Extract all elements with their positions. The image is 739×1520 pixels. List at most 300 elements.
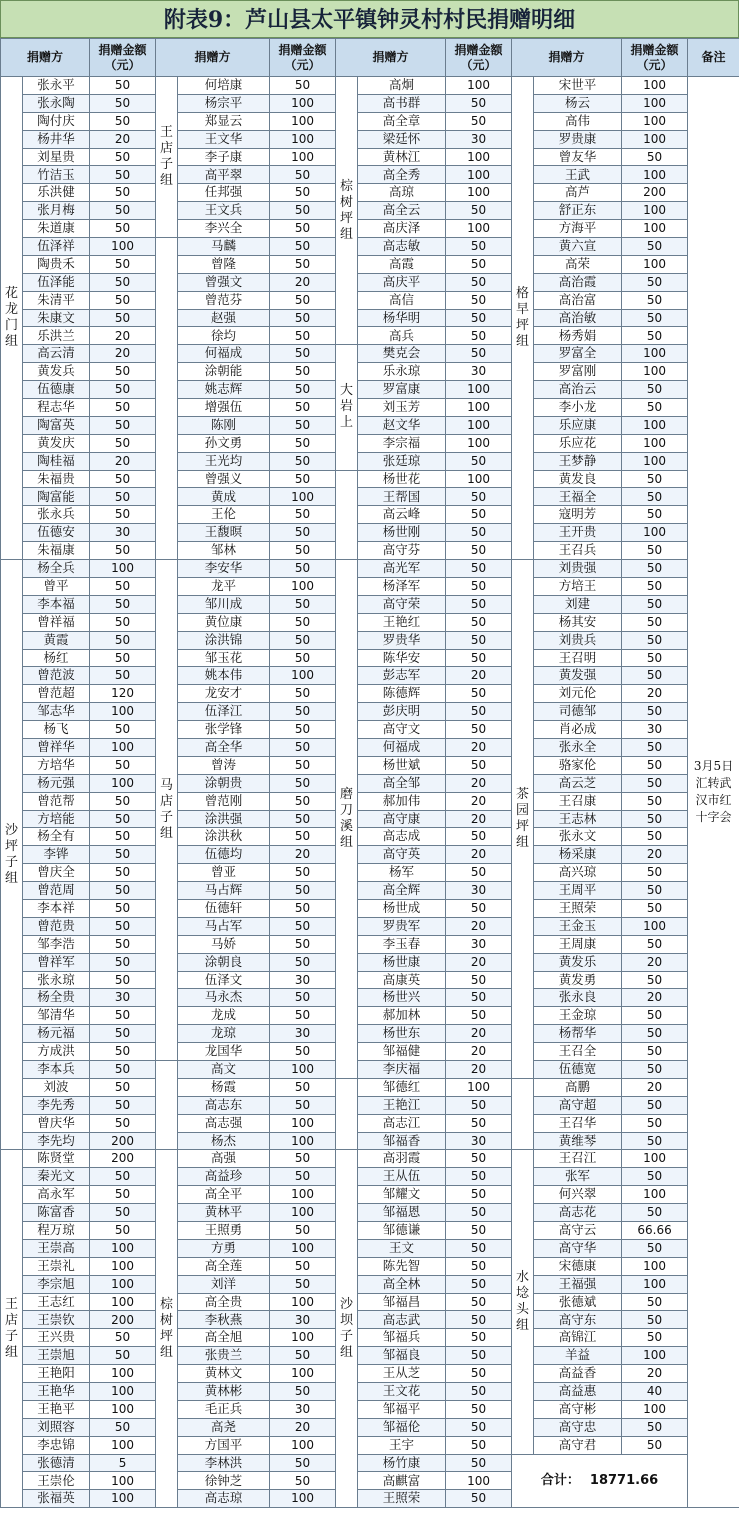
donation-amount: 50 [622, 864, 688, 882]
donation-amount: 50 [270, 613, 336, 631]
donation-amount: 50 [622, 649, 688, 667]
donation-amount: 50 [622, 1007, 688, 1025]
donation-amount: 50 [270, 345, 336, 363]
donation-amount: 50 [90, 112, 156, 130]
donation-amount: 50 [622, 882, 688, 900]
donation-amount: 100 [90, 1472, 156, 1490]
donation-amount: 100 [446, 1078, 512, 1096]
donor-name: 陶富能 [23, 488, 90, 506]
donation-amount: 20 [622, 846, 688, 864]
donation-amount: 50 [270, 184, 336, 202]
table-row [1, 381, 739, 399]
donation-amount: 50 [622, 667, 688, 685]
donation-amount: 50 [90, 577, 156, 595]
donor-name: 李安华 [178, 560, 270, 578]
donation-amount: 50 [622, 1418, 688, 1436]
donation-amount: 50 [446, 756, 512, 774]
table-row [1, 560, 739, 578]
table-row [1, 77, 739, 95]
group-label-text: 马店子组 [160, 778, 174, 842]
donation-amount: 50 [90, 77, 156, 95]
donor-name: 彭志军 [358, 667, 446, 685]
donation-amount: 50 [622, 792, 688, 810]
donation-amount: 50 [270, 953, 336, 971]
table-row [1, 1275, 739, 1293]
donation-amount: 50 [270, 738, 336, 756]
donation-amount: 50 [90, 667, 156, 685]
donation-amount: 20 [446, 1043, 512, 1061]
donor-name: 杨全兵 [23, 560, 90, 578]
donor-name: 王兴贵 [23, 1329, 90, 1347]
table-row [1, 488, 739, 506]
donor-name: 高全邹 [358, 774, 446, 792]
donor-name: 姚志辉 [178, 381, 270, 399]
donation-table-wrap [0, 38, 739, 1520]
group-label [156, 77, 178, 238]
donor-name: 朱康文 [23, 309, 90, 327]
donor-name: 高全平 [178, 1186, 270, 1204]
donation-amount: 50 [446, 1454, 512, 1472]
donor-name: 徐钟芝 [178, 1472, 270, 1490]
donation-amount: 20 [446, 738, 512, 756]
table-row [1, 1383, 739, 1401]
donor-name: 高光军 [358, 560, 446, 578]
donation-amount: 50 [622, 1293, 688, 1311]
donor-name: 刘玉芳 [358, 399, 446, 417]
donor-name: 程志华 [23, 399, 90, 417]
donation-amount: 50 [446, 524, 512, 542]
table-row [1, 363, 739, 381]
donor-name: 高文 [178, 1060, 270, 1078]
donation-amount: 100 [270, 1239, 336, 1257]
donor-name: 龙安才 [178, 685, 270, 703]
donor-name: 高云芝 [534, 774, 622, 792]
donor-name: 樊克会 [358, 345, 446, 363]
donor-name: 黄发乐 [534, 953, 622, 971]
donation-amount: 100 [270, 94, 336, 112]
donation-amount: 50 [270, 1257, 336, 1275]
donation-amount: 50 [270, 220, 336, 238]
table-row [1, 935, 739, 953]
donor-name: 李兴全 [178, 220, 270, 238]
donation-amount: 50 [446, 238, 512, 256]
donor-name: 李小龙 [534, 399, 622, 417]
group-label [512, 1150, 534, 1454]
donation-amount: 50 [270, 202, 336, 220]
donation-amount: 20 [90, 452, 156, 470]
donor-name: 王照荣 [534, 899, 622, 917]
donor-name: 杨秀娟 [534, 327, 622, 345]
table-row [1, 1096, 739, 1114]
donor-name: 乐永琼 [358, 363, 446, 381]
donor-name: 李铧 [23, 846, 90, 864]
donation-amount: 50 [446, 1490, 512, 1508]
donor-name: 伍德轩 [178, 899, 270, 917]
header-donor: 捐赠方 [512, 39, 622, 77]
donor-name: 高志敏 [358, 238, 446, 256]
donor-name: 黄成 [178, 488, 270, 506]
donor-name: 涂朝良 [178, 953, 270, 971]
donor-name: 高兵 [358, 327, 446, 345]
donor-name: 张永全 [534, 738, 622, 756]
donor-name: 邹德红 [358, 1078, 446, 1096]
table-row [1, 1043, 739, 1061]
donation-amount: 120 [90, 685, 156, 703]
donor-name: 朱福贵 [23, 470, 90, 488]
header-donor: 捐赠方 [156, 39, 270, 77]
donation-amount: 50 [270, 1383, 336, 1401]
donor-name: 涂洪锦 [178, 631, 270, 649]
donation-amount: 50 [446, 1257, 512, 1275]
donation-amount: 50 [446, 1168, 512, 1186]
donor-name: 邹福昌 [358, 1293, 446, 1311]
donor-name: 黄维琴 [534, 1132, 622, 1150]
donation-amount: 50 [270, 255, 336, 273]
donor-name: 高全章 [358, 112, 446, 130]
donor-name: 高益惠 [534, 1383, 622, 1401]
donation-amount: 50 [90, 255, 156, 273]
donor-name: 杨竹康 [358, 1454, 446, 1472]
table-row [1, 148, 739, 166]
donation-amount: 50 [90, 882, 156, 900]
donation-amount: 50 [446, 1096, 512, 1114]
donation-amount: 20 [446, 792, 512, 810]
donor-name: 马永杰 [178, 989, 270, 1007]
donor-name: 高守文 [358, 721, 446, 739]
table-row [1, 1293, 739, 1311]
table-row [1, 1329, 739, 1347]
donor-name: 曾亚 [178, 864, 270, 882]
group-label [512, 77, 534, 560]
donor-name: 邹福良 [358, 1347, 446, 1365]
donation-amount: 50 [270, 309, 336, 327]
donation-amount: 50 [270, 1168, 336, 1186]
donation-amount: 50 [446, 577, 512, 595]
donor-name: 秦光文 [23, 1168, 90, 1186]
donor-name: 龙成 [178, 1007, 270, 1025]
donation-amount: 50 [270, 935, 336, 953]
donation-amount: 50 [90, 94, 156, 112]
donor-name: 李宗旭 [23, 1275, 90, 1293]
donor-name: 高云清 [23, 345, 90, 363]
donor-name: 杨世康 [358, 953, 446, 971]
donor-name: 李玉春 [358, 935, 446, 953]
header-amount: 捐赠金额（元） [270, 39, 336, 77]
donor-name: 马占辉 [178, 882, 270, 900]
donation-amount: 20 [622, 1078, 688, 1096]
donation-amount: 100 [270, 112, 336, 130]
donor-name: 李宗福 [358, 434, 446, 452]
donor-name: 张贵兰 [178, 1347, 270, 1365]
group-label [156, 1060, 178, 1149]
table-row [1, 94, 739, 112]
donation-amount: 50 [622, 399, 688, 417]
donor-name: 龙琼 [178, 1025, 270, 1043]
donation-amount: 100 [270, 667, 336, 685]
donation-amount: 50 [270, 1472, 336, 1490]
donor-name: 涂洪秋 [178, 828, 270, 846]
donation-amount: 30 [270, 971, 336, 989]
donation-amount: 50 [270, 792, 336, 810]
donor-name: 朱福康 [23, 542, 90, 560]
donation-amount: 20 [446, 1060, 512, 1078]
donation-amount: 50 [270, 721, 336, 739]
donor-name: 张永琼 [23, 971, 90, 989]
donor-name: 王金琼 [534, 1007, 622, 1025]
table-row [1, 917, 739, 935]
donation-amount: 50 [270, 524, 336, 542]
donation-amount: 50 [446, 291, 512, 309]
donor-name: 邹清华 [23, 1007, 90, 1025]
donation-amount: 100 [622, 1186, 688, 1204]
donation-amount: 20 [622, 989, 688, 1007]
donor-name: 王从芝 [358, 1365, 446, 1383]
donation-amount: 50 [270, 1078, 336, 1096]
donor-name: 高信 [358, 291, 446, 309]
table-row [1, 774, 739, 792]
donation-amount: 50 [446, 345, 512, 363]
donor-name: 王艳阳 [23, 1365, 90, 1383]
donor-name: 王崇高 [23, 1239, 90, 1257]
donation-amount: 100 [270, 1114, 336, 1132]
donor-name: 高康英 [358, 971, 446, 989]
donor-name: 王艳华 [23, 1383, 90, 1401]
donation-amount: 20 [446, 1025, 512, 1043]
donor-name: 高志武 [358, 1311, 446, 1329]
table-row [1, 1186, 739, 1204]
donor-name: 张永兵 [23, 506, 90, 524]
donation-amount: 100 [446, 399, 512, 417]
group-label [336, 470, 358, 559]
donation-amount: 50 [270, 917, 336, 935]
donation-amount: 100 [446, 470, 512, 488]
donation-amount: 50 [446, 1383, 512, 1401]
donation-amount: 100 [622, 345, 688, 363]
donation-amount: 50 [270, 1222, 336, 1240]
donor-name: 梁廷怀 [358, 130, 446, 148]
donor-name: 高琼 [358, 184, 446, 202]
donation-amount: 50 [446, 94, 512, 112]
donation-amount: 50 [622, 1204, 688, 1222]
donation-amount: 50 [90, 917, 156, 935]
donor-name: 曾涛 [178, 756, 270, 774]
donation-amount: 50 [446, 1114, 512, 1132]
table-row [1, 1454, 739, 1472]
donor-name: 高霞 [358, 255, 446, 273]
donor-name: 曾范芬 [178, 291, 270, 309]
donation-amount: 100 [622, 1400, 688, 1418]
donor-name: 陈德辉 [358, 685, 446, 703]
donation-amount: 50 [270, 828, 336, 846]
donor-name: 曾强文 [178, 273, 270, 291]
donation-amount: 100 [622, 77, 688, 95]
donor-name: 高全云 [358, 202, 446, 220]
donation-amount: 50 [90, 381, 156, 399]
donor-name: 郝加伟 [358, 792, 446, 810]
table-row [1, 1078, 739, 1096]
donor-name: 高守康 [358, 810, 446, 828]
table-row [1, 1400, 739, 1418]
donor-name: 黄发兵 [23, 363, 90, 381]
donor-name: 高云峰 [358, 506, 446, 524]
donation-amount: 100 [90, 774, 156, 792]
donor-name: 郑显云 [178, 112, 270, 130]
donation-amount: 50 [90, 792, 156, 810]
donation-amount: 100 [622, 1275, 688, 1293]
donation-amount: 50 [90, 470, 156, 488]
donation-amount: 100 [270, 1490, 336, 1508]
donation-amount: 50 [622, 613, 688, 631]
donor-name: 高兴琼 [534, 864, 622, 882]
table-row [1, 613, 739, 631]
donor-name: 王崇旭 [23, 1347, 90, 1365]
donation-amount: 200 [90, 1311, 156, 1329]
donation-amount: 50 [446, 452, 512, 470]
header-note: 备注 [688, 39, 739, 77]
donation-amount: 100 [622, 1257, 688, 1275]
header-amount: 捐赠金额（元） [446, 39, 512, 77]
group-label-text: 棕树坪组 [340, 178, 354, 242]
donation-amount: 100 [446, 416, 512, 434]
donation-amount: 50 [270, 1150, 336, 1168]
table-row [1, 1418, 739, 1436]
donor-name: 乐应花 [534, 434, 622, 452]
donor-name: 龙平 [178, 577, 270, 595]
group-label-text: 王店子组 [4, 1296, 18, 1360]
donor-name: 李子康 [178, 148, 270, 166]
donation-amount: 50 [270, 810, 336, 828]
donation-amount: 100 [270, 1132, 336, 1150]
donation-amount: 50 [90, 953, 156, 971]
note-cell [688, 77, 739, 1508]
donor-name: 邹耀文 [358, 1186, 446, 1204]
donation-amount: 20 [90, 327, 156, 345]
donor-name: 曾友华 [534, 148, 622, 166]
donation-amount: 50 [90, 631, 156, 649]
donation-amount: 50 [446, 703, 512, 721]
donation-amount: 20 [270, 1418, 336, 1436]
group-label-text: 沙坪子组 [4, 822, 18, 886]
donation-amount: 20 [622, 685, 688, 703]
table-row [1, 399, 739, 417]
donor-name: 王召华 [534, 1114, 622, 1132]
donor-name: 李秋燕 [178, 1311, 270, 1329]
donor-name: 刘洋 [178, 1275, 270, 1293]
donor-name: 邹福伦 [358, 1418, 446, 1436]
donor-name: 司德邹 [534, 703, 622, 721]
donor-name: 王志林 [534, 810, 622, 828]
donation-amount: 50 [446, 542, 512, 560]
donor-name: 罗富全 [534, 345, 622, 363]
donation-amount: 50 [622, 631, 688, 649]
donation-amount: 50 [446, 560, 512, 578]
donation-amount: 50 [90, 971, 156, 989]
donor-name: 王召江 [534, 1150, 622, 1168]
donation-amount: 100 [90, 703, 156, 721]
donation-amount: 100 [446, 1472, 512, 1490]
donor-name: 杨井华 [23, 130, 90, 148]
donor-name: 王文 [358, 1239, 446, 1257]
donation-amount: 50 [622, 774, 688, 792]
donation-amount: 50 [90, 166, 156, 184]
donation-amount: 50 [90, 864, 156, 882]
donation-amount: 30 [622, 721, 688, 739]
table-row [1, 112, 739, 130]
donor-name: 宋世平 [534, 77, 622, 95]
donor-name: 王艳平 [23, 1400, 90, 1418]
donor-name: 伍德宽 [534, 1060, 622, 1078]
donor-name: 王光均 [178, 452, 270, 470]
donor-name: 高治霞 [534, 273, 622, 291]
donor-name: 杨全有 [23, 828, 90, 846]
donation-amount: 50 [446, 488, 512, 506]
donation-amount: 50 [270, 899, 336, 917]
donor-name: 陶贵禾 [23, 255, 90, 273]
donor-name: 竹洁玉 [23, 166, 90, 184]
donation-amount: 50 [90, 542, 156, 560]
donation-amount: 100 [622, 130, 688, 148]
donation-amount: 50 [270, 77, 336, 95]
donation-amount: 50 [90, 1025, 156, 1043]
donation-amount: 100 [446, 148, 512, 166]
table-row [1, 792, 739, 810]
donor-name: 杨霞 [178, 1078, 270, 1096]
donor-name: 邹李浩 [23, 935, 90, 953]
donor-name: 陈华安 [358, 649, 446, 667]
donation-amount: 50 [446, 828, 512, 846]
table-row [1, 273, 739, 291]
donor-name: 刘贵兵 [534, 631, 622, 649]
donor-name: 高志成 [358, 828, 446, 846]
donation-amount: 50 [622, 470, 688, 488]
donor-name: 李本兵 [23, 1060, 90, 1078]
table-row [1, 667, 739, 685]
donor-name: 高守芬 [358, 542, 446, 560]
table-row [1, 649, 739, 667]
donor-name: 高守彬 [534, 1400, 622, 1418]
donation-amount: 50 [90, 399, 156, 417]
donation-amount: 50 [622, 542, 688, 560]
donor-name: 高全华 [178, 738, 270, 756]
donor-name: 曾范贵 [23, 917, 90, 935]
group-label [156, 560, 178, 1061]
table-row [1, 166, 739, 184]
donation-amount: 100 [622, 1347, 688, 1365]
donation-amount: 100 [90, 1490, 156, 1508]
donor-name: 高志强 [178, 1114, 270, 1132]
donation-amount: 50 [90, 721, 156, 739]
donor-name: 肖必成 [534, 721, 622, 739]
donation-amount: 50 [622, 560, 688, 578]
donation-amount: 20 [622, 953, 688, 971]
donation-amount: 50 [622, 291, 688, 309]
table-row [1, 416, 739, 434]
donation-amount: 100 [270, 1204, 336, 1222]
group-label-text: 大岩上 [340, 383, 354, 431]
donor-name: 黄林彬 [178, 1383, 270, 1401]
donation-amount: 50 [446, 1239, 512, 1257]
table-row [1, 184, 739, 202]
donor-name: 王伦 [178, 506, 270, 524]
donation-amount: 50 [446, 1007, 512, 1025]
donation-amount: 50 [270, 1043, 336, 1061]
table-row [1, 1311, 739, 1329]
table-row [1, 1007, 739, 1025]
donor-name: 高全旭 [178, 1329, 270, 1347]
donor-name: 高伟 [534, 112, 622, 130]
donation-amount: 50 [270, 864, 336, 882]
donor-name: 邹福兵 [358, 1329, 446, 1347]
